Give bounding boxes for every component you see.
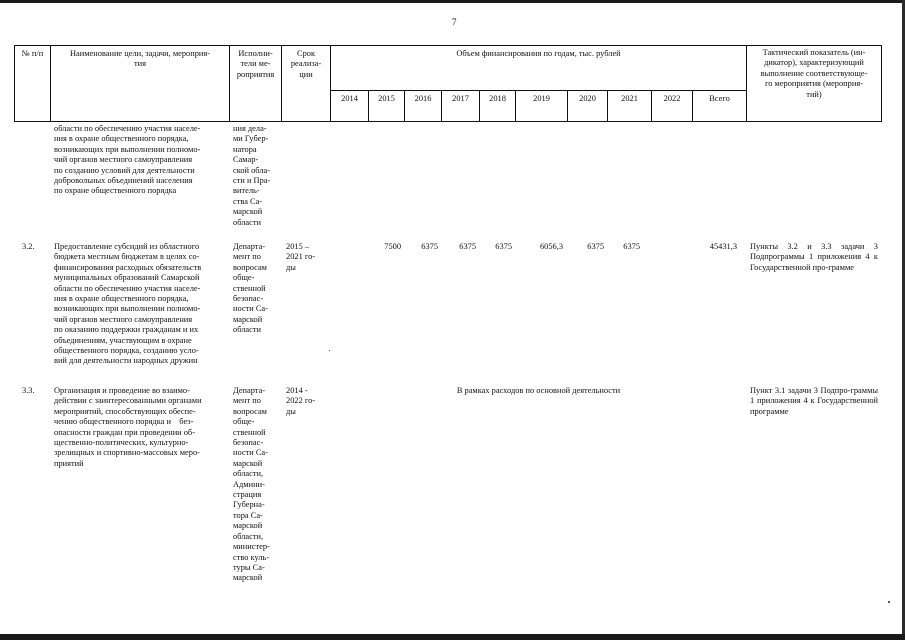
header-year-2018: 2018	[489, 94, 506, 103]
row-value-2017: 6375	[459, 242, 476, 251]
scan-bottom-border	[0, 634, 905, 640]
row-funding-note: В рамках расходов по основной деятельности	[456, 386, 621, 395]
header-year-2017: 2017	[452, 94, 469, 103]
row-executor-cell: ния дела- ми Губер- натора Самар- ской обла- сти и Пра- витель- ства Са- марской области	[233, 124, 271, 227]
row-term-cell: 2014 - 2022 го- ды	[286, 386, 316, 416]
scan-top-border	[0, 0, 905, 3]
row-indicator-cell: Пункты 3.2 и 3.3 задачи 3 Подпрограммы 1 приложения 4 к Государственной про-грамме	[750, 242, 878, 272]
row-executor-cell: Департа- мент по вопросам обще- ственной безопас- ности Са- марской области	[233, 242, 268, 335]
row-num-cell: 3.3.	[22, 386, 35, 395]
row-value-2015: 7500	[384, 242, 401, 251]
row-value-2019: 6056,3	[539, 242, 563, 251]
header-year-2019: 2019	[533, 94, 550, 103]
header-executor: Исполни- тели ме- роприятия	[236, 49, 275, 79]
row-executor-cell: Департа- мент по вопросам обще- ственной безопас- ности Са- марской области, Админи- страция Губерна- тора Са- марской области, министер- ство куль- туры Са- марской	[233, 386, 270, 583]
header-indicator: Тактический показатель (ин- дикатор), характеризующий выполнение соответствующе- го мероприятия (мероприя- тий)	[760, 48, 868, 99]
header-name: Наименование цели, задачи, мероприя- тия	[69, 49, 211, 69]
row-value-2020: 6375	[587, 242, 604, 251]
header-year-2015: 2015	[378, 94, 395, 103]
header-finance: Объем финансирования по годам, тыс. рублей	[456, 49, 621, 58]
row-indicator-cell: Пункт 3.1 задачи 3 Подпро-граммы 1 приложения 4 к Государственной программе	[750, 386, 878, 416]
page-number: 7	[452, 17, 457, 27]
scan-speck	[888, 601, 890, 603]
header-term: Срок реализа- ции	[290, 49, 322, 79]
header-year-2022: 2022	[663, 94, 681, 103]
row-name-cell: Организация и проведение во взаимо- действии с заинтересованными органами мероприятий, способствующих обеспе- чению общественного порядка и без- опасности граждан при проведении об- щественно-политических, культурно- зрелищных и спортивно-массовых меро- приятий	[54, 386, 202, 468]
scan-speck	[329, 350, 330, 351]
row-value-2018: 6375	[495, 242, 512, 251]
header-year-2020: 2020	[579, 94, 596, 103]
row-name-cell: области по обеспечению участия населе- ния в охране общественного порядка, возникающих при выполнении полномо- чий органов местного самоуправления по созданию условий для деятельности добровольных объединений населения по охране общественного порядка	[54, 124, 201, 196]
header-year-2016: 2016	[414, 94, 432, 103]
row-name-cell: Предоставление субсидий из областного бюджета местным бюджетам в целях со- финансирования расходных обязательств муниципальных образований Самарской области по обеспечению участия населе- ния в охране общественного порядка, возникающих при выполнении полномо- чий органов местного самоуправления по оказанию поддержки гражданам и их объединениям, участвующим в охране общественного порядка, созданию усло- вий для деятельности народных дружин	[54, 242, 202, 366]
row-total: 45431,3	[709, 242, 737, 251]
row-term-cell: 2015 – 2021 го- ды	[286, 242, 316, 272]
header-num: № п/п	[21, 49, 44, 58]
header-year-2014: 2014	[341, 94, 358, 103]
header-year-2021: 2021	[621, 94, 638, 103]
header-total: Всего	[709, 94, 730, 103]
row-value-2016: 6375	[421, 242, 438, 251]
row-num-cell: 3.2.	[22, 242, 35, 251]
row-value-2021: 6375	[623, 242, 640, 251]
